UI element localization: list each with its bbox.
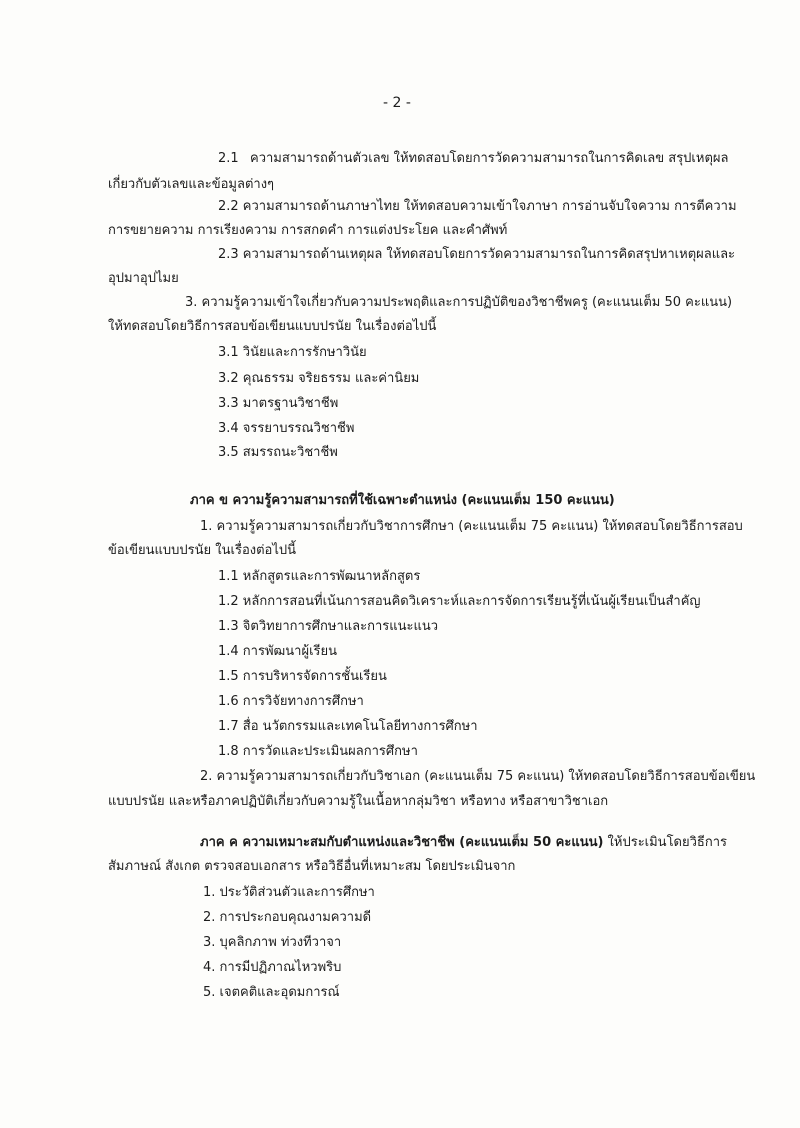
section-2-2-line-2: การขยายความ การเรียงความ การสกดคำ การแต่งประโยค และคำศัพท์ bbox=[108, 223, 508, 238]
list-item: 3.1 วินัยและการรักษาวินัย bbox=[218, 345, 367, 360]
part-b-1-line-2: ข้อเขียนแบบปรนัย ในเรื่องต่อไปนี้ bbox=[108, 543, 297, 558]
section-3-line-2: ให้ทดสอบโดยวิธีการสอบข้อเขียนแบบปรนัย ในเรื่องต่อไปนี้ bbox=[108, 319, 437, 334]
list-item: 3.3 มาตรฐานวิชาชีพ bbox=[218, 396, 339, 411]
part-b-1-line-1: 1. ความรู้ความสามารถเกี่ยวกับวิชาการศึกษา (คะแนนเต็ม 75 คะแนน) ให้ทดสอบโดยวิธีการสอบ bbox=[200, 519, 743, 534]
list-item: 4. การมีปฏิภาณไหวพริบ bbox=[203, 960, 342, 975]
section-2-1-line-2: เกี่ยวกับตัวเลขและข้อมูลต่างๆ bbox=[108, 177, 275, 192]
list-item: 1.1 หลักสูตรและการพัฒนาหลักสูตร bbox=[218, 569, 421, 584]
list-item: 3. บุคลิกภาพ ท่วงทีวาจา bbox=[203, 935, 342, 950]
list-item: 1.8 การวัดและประเมินผลการศึกษา bbox=[218, 744, 418, 759]
section-2-3-line-1: 2.3 ความสามารถด้านเหตุผล ให้ทดสอบโดยการวัดความสามารถในการคิดสรุปหาเหตุผลและ bbox=[218, 247, 736, 262]
list-item: 1.5 การบริหารจัดการชั้นเรียน bbox=[218, 669, 387, 684]
list-item: 2. การประกอบคุณงามความดี bbox=[203, 910, 372, 925]
part-c-rest: ให้ประเมินโดยวิธีการ bbox=[603, 835, 728, 850]
list-item: 1. ประวัติส่วนตัวและการศึกษา bbox=[203, 885, 375, 900]
section-3-line-1: 3. ความรู้ความเข้าใจเกี่ยวกับความประพฤติและการปฏิบัติของวิชาชีพครู (คะแนนเต็ม 50 คะแนน) bbox=[185, 295, 733, 310]
part-c-line-1 bbox=[200, 834, 727, 852]
section-2-1-number: 2.1 bbox=[218, 151, 239, 166]
section-2-1-line-1: ความสามารถด้านตัวเลข ให้ทดสอบโดยการวัดความสามารถในการคิดเลข สรุปเหตุผล bbox=[250, 151, 729, 166]
part-c-heading: ภาค ค ความเหมาะสมกับตำแหน่งและวิชาชีพ (คะแนนเต็ม 50 คะแนน) bbox=[200, 835, 604, 850]
list-item: 1.6 การวิจัยทางการศึกษา bbox=[218, 694, 364, 709]
list-item: 1.7 สื่อ นวัตกรรมและเทคโนโลยีทางการศึกษา bbox=[218, 719, 478, 734]
part-c-line-2: สัมภาษณ์ สังเกต ตรวจสอบเอกสาร หรือวิธีอื่นที่เหมาะสม โดยประเมินจาก bbox=[108, 859, 516, 874]
list-item: 1.2 หลักการสอนที่เน้นการสอนคิดวิเคราะห์และการจัดการเรียนรู้ที่เน้นผู้เรียนเป็นสำคัญ bbox=[218, 594, 701, 609]
section-2-3-line-2: อุปมาอุปไมย bbox=[108, 271, 179, 286]
list-item: 3.2 คุณธรรม จริยธรรม และค่านิยม bbox=[218, 371, 420, 386]
part-b-2-line-1: 2. ความรู้ความสามารถเกี่ยวกับวิชาเอก (คะแนนเต็ม 75 คะแนน) ให้ทดสอบโดยวิธีการสอบข้อเขียน bbox=[200, 769, 756, 784]
list-item: 3.5 สมรรถนะวิชาชีพ bbox=[218, 445, 338, 460]
section-2-2-line-1: 2.2 ความสามารถด้านภาษาไทย ให้ทดสอบความเข้าใจภาษา การอ่านจับใจความ การตีความ bbox=[218, 199, 737, 214]
page-number: - 2 - bbox=[383, 95, 411, 111]
list-item: 3.4 จรรยาบรรณวิชาชีพ bbox=[218, 421, 355, 436]
list-item: 5. เจตคติและอุดมการณ์ bbox=[203, 985, 340, 1000]
list-item: 1.4 การพัฒนาผู้เรียน bbox=[218, 644, 338, 659]
part-b-heading: ภาค ข ความรู้ความสามารถที่ใช้เฉพาะตำแหน่ง (คะแนนเต็ม 150 คะแนน) bbox=[190, 493, 615, 508]
part-b-2-line-2: แบบปรนัย และหรือภาคปฏิบัติเกี่ยวกับความรู้ในเนื้อหากลุ่มวิชา หรือทาง หรือสาขาวิชาเอก bbox=[108, 794, 609, 809]
list-item: 1.3 จิตวิทยาการศึกษาและการแนะแนว bbox=[218, 619, 439, 634]
